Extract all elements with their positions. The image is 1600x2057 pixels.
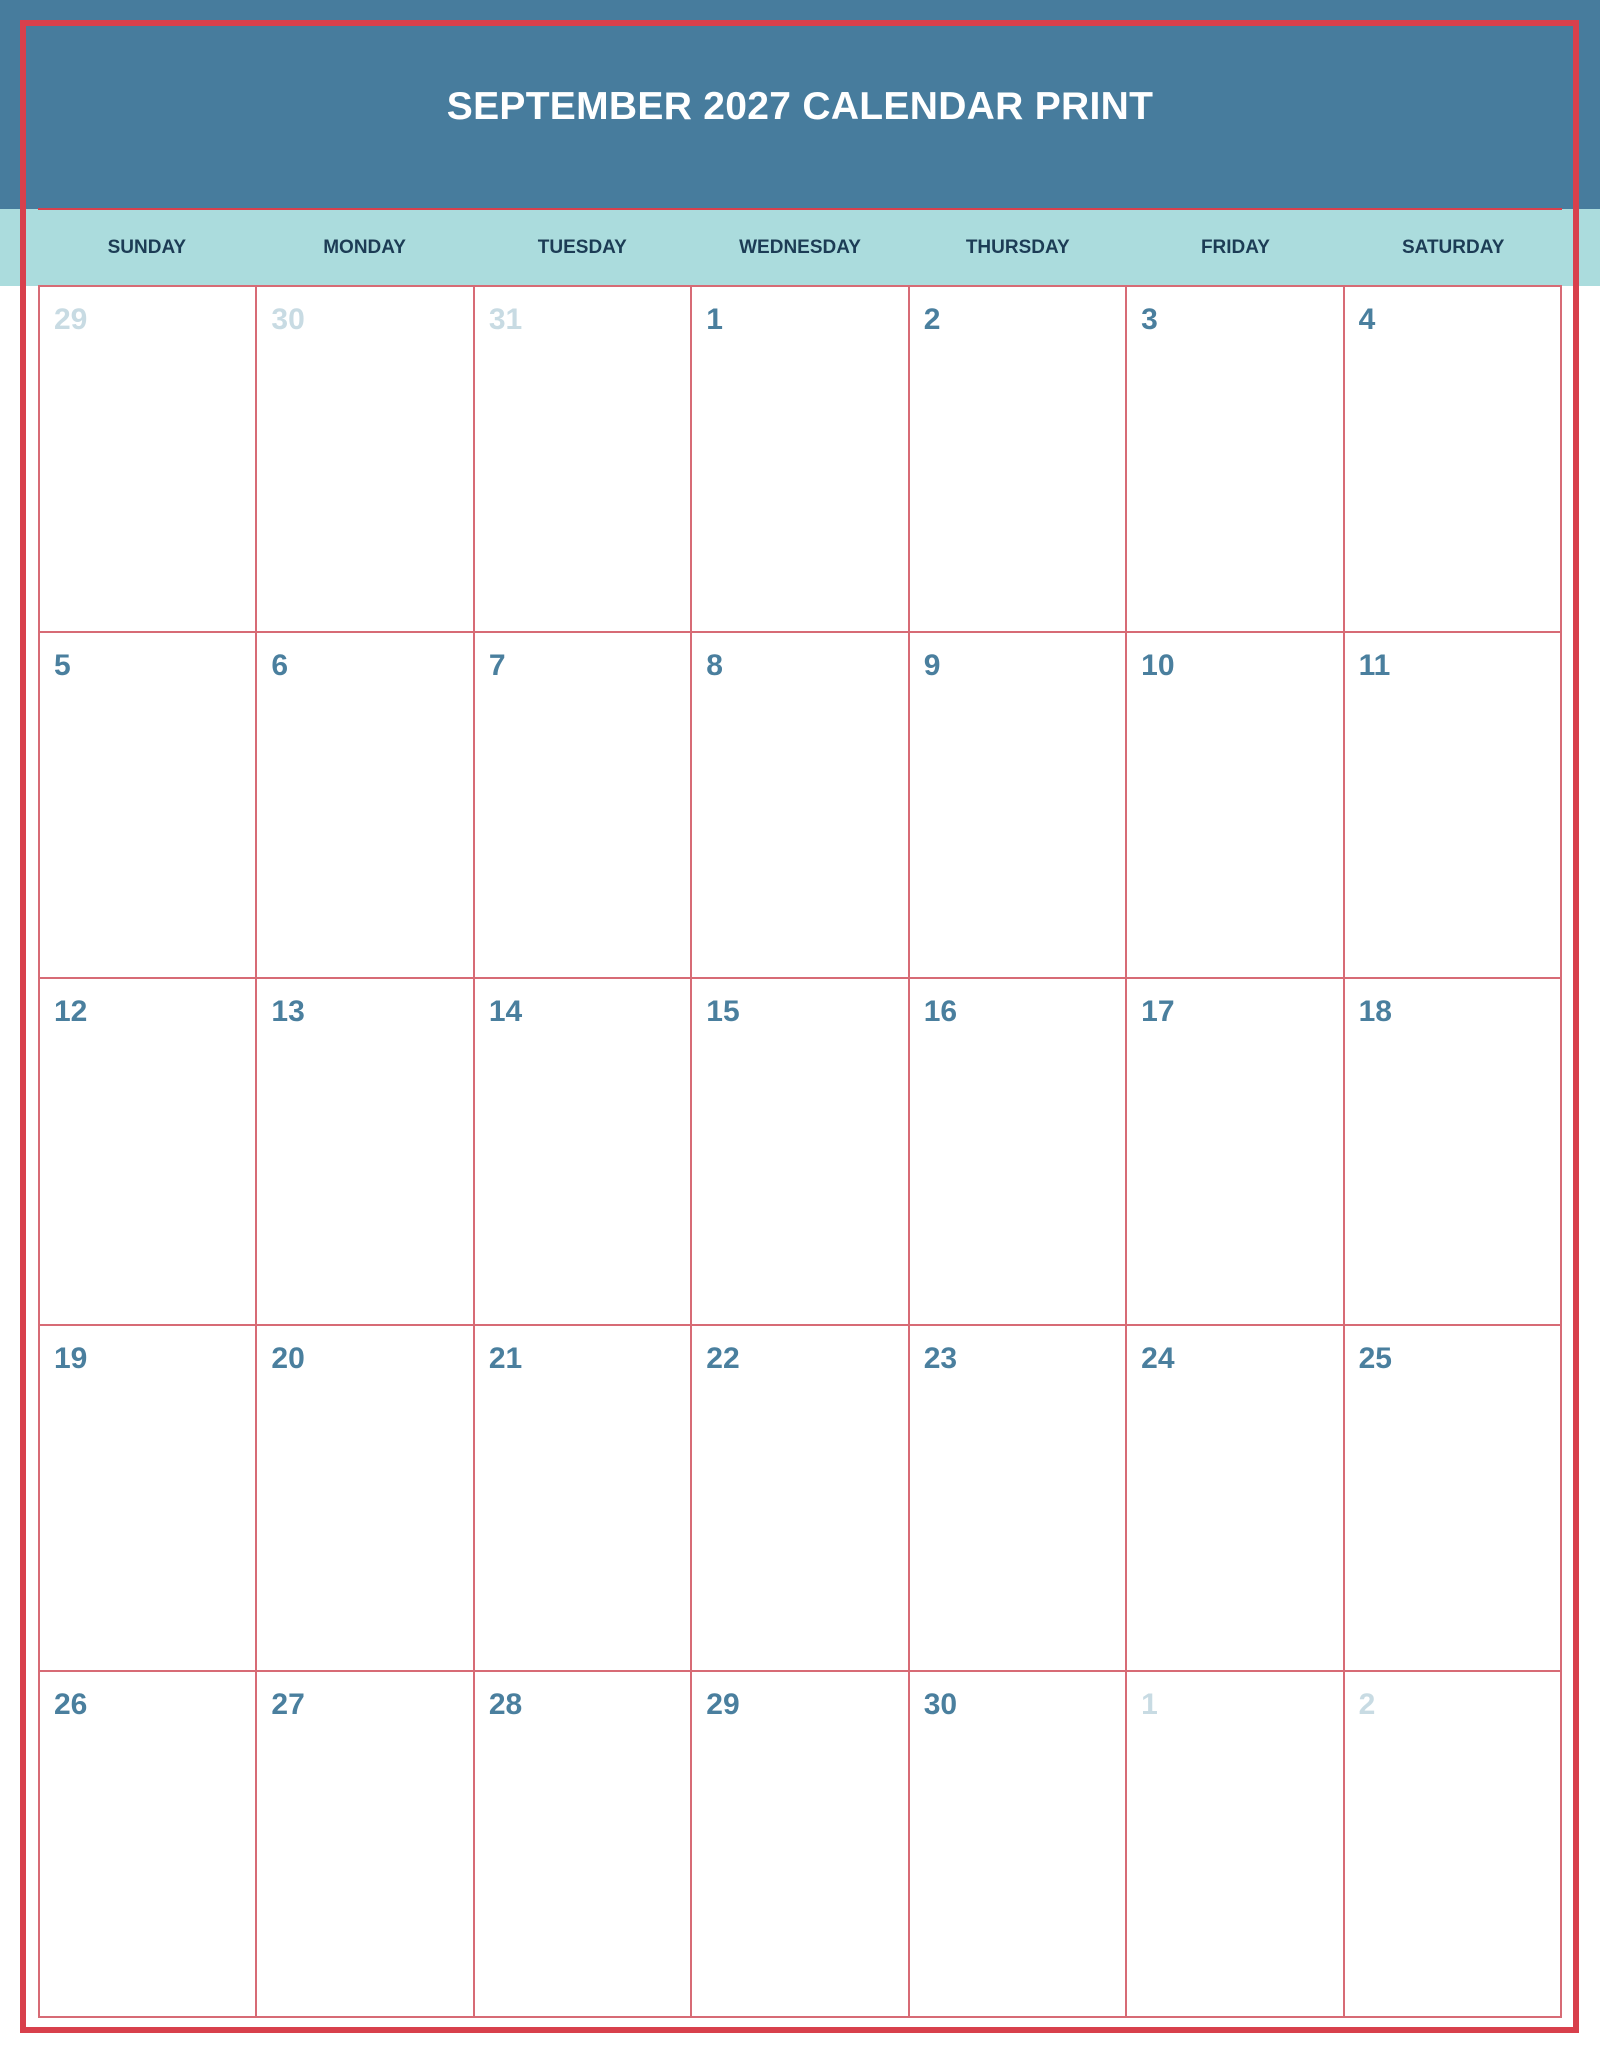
day-number: 24 [1141, 1341, 1175, 1375]
day-number: 16 [923, 995, 958, 1029]
day-cell [1127, 287, 1344, 633]
day-number: 30 [923, 1687, 958, 1721]
day-number: 26 [54, 1687, 88, 1721]
day-cell [40, 979, 257, 1325]
day-number: 19 [54, 1341, 88, 1375]
day-number: 11 [1358, 649, 1391, 683]
day-number: 27 [271, 1687, 305, 1721]
day-cell [1345, 1672, 1562, 2018]
day-cell [1345, 287, 1562, 633]
day-number: 30 [271, 303, 305, 336]
day-cell [910, 979, 1127, 1325]
day-number: 29 [706, 1687, 740, 1721]
day-number: 29 [54, 303, 88, 336]
day-number: 20 [271, 1341, 305, 1375]
day-cell [1127, 633, 1344, 979]
day-cell [692, 633, 909, 979]
weekday-sunday: SUNDAY [107, 236, 187, 258]
day-cell [475, 1326, 692, 1672]
day-number: 23 [923, 1341, 958, 1375]
day-cell [475, 979, 692, 1325]
weekday-friday: FRIDAY [1200, 236, 1270, 258]
day-cell [257, 1326, 474, 1672]
day-cell [1345, 1326, 1562, 1672]
weekday-saturday: SATURDAY [1401, 236, 1505, 258]
weekday-header-row [38, 209, 1562, 286]
day-cell [692, 1672, 909, 2018]
day-cell [692, 1326, 909, 1672]
day-number: 6 [271, 649, 289, 683]
day-number: 25 [1358, 1341, 1392, 1375]
calendar-grid [38, 285, 1562, 2018]
day-cell [910, 287, 1127, 633]
day-cell [1127, 1326, 1344, 1672]
day-cell [910, 1672, 1127, 2018]
weekday-thursday: THURSDAY [965, 236, 1070, 258]
day-number: 1 [706, 303, 723, 336]
weekday-tuesday: TUESDAY [537, 236, 627, 258]
day-cell [1127, 1672, 1344, 2018]
weekday-monday: MONDAY [323, 236, 406, 258]
day-cell [475, 287, 692, 633]
day-cell [40, 1326, 257, 1672]
day-cell [40, 287, 257, 633]
day-number: 7 [488, 649, 506, 683]
day-cell [257, 1672, 474, 2018]
day-cell [910, 1326, 1127, 1672]
day-cell [910, 633, 1127, 979]
day-number: 2 [1358, 1687, 1376, 1721]
day-number: 28 [488, 1687, 523, 1721]
day-number: 13 [271, 995, 305, 1029]
day-number: 5 [54, 649, 71, 683]
day-cell [40, 1672, 257, 2018]
day-cell [475, 1672, 692, 2018]
day-number: 17 [1141, 995, 1175, 1029]
day-cell [1127, 979, 1344, 1325]
day-number: 8 [706, 649, 723, 683]
day-number: 21 [488, 1341, 523, 1375]
day-number: 22 [706, 1341, 740, 1375]
day-cell [1345, 633, 1562, 979]
day-cell [475, 633, 692, 979]
day-number: 9 [923, 649, 941, 683]
day-number: 18 [1358, 995, 1392, 1029]
day-number: 1 [1141, 1687, 1158, 1721]
day-cell [257, 633, 474, 979]
day-cell [1345, 979, 1562, 1325]
day-cell [692, 979, 909, 1325]
day-number: 15 [706, 995, 740, 1029]
day-number: 3 [1141, 303, 1158, 336]
day-cell [692, 287, 909, 633]
day-number: 31 [488, 303, 523, 336]
day-number: 2 [923, 303, 941, 336]
day-cell [40, 633, 257, 979]
day-cell [257, 287, 474, 633]
day-number: 12 [54, 995, 88, 1029]
day-cell [257, 979, 474, 1325]
calendar-title: SEPTEMBER 2027 CALENDAR PRINT [446, 85, 1154, 128]
day-number: 14 [488, 995, 523, 1029]
day-number: 10 [1141, 649, 1175, 683]
weekday-wednesday: WEDNESDAY [739, 236, 861, 258]
day-number: 4 [1358, 303, 1376, 336]
